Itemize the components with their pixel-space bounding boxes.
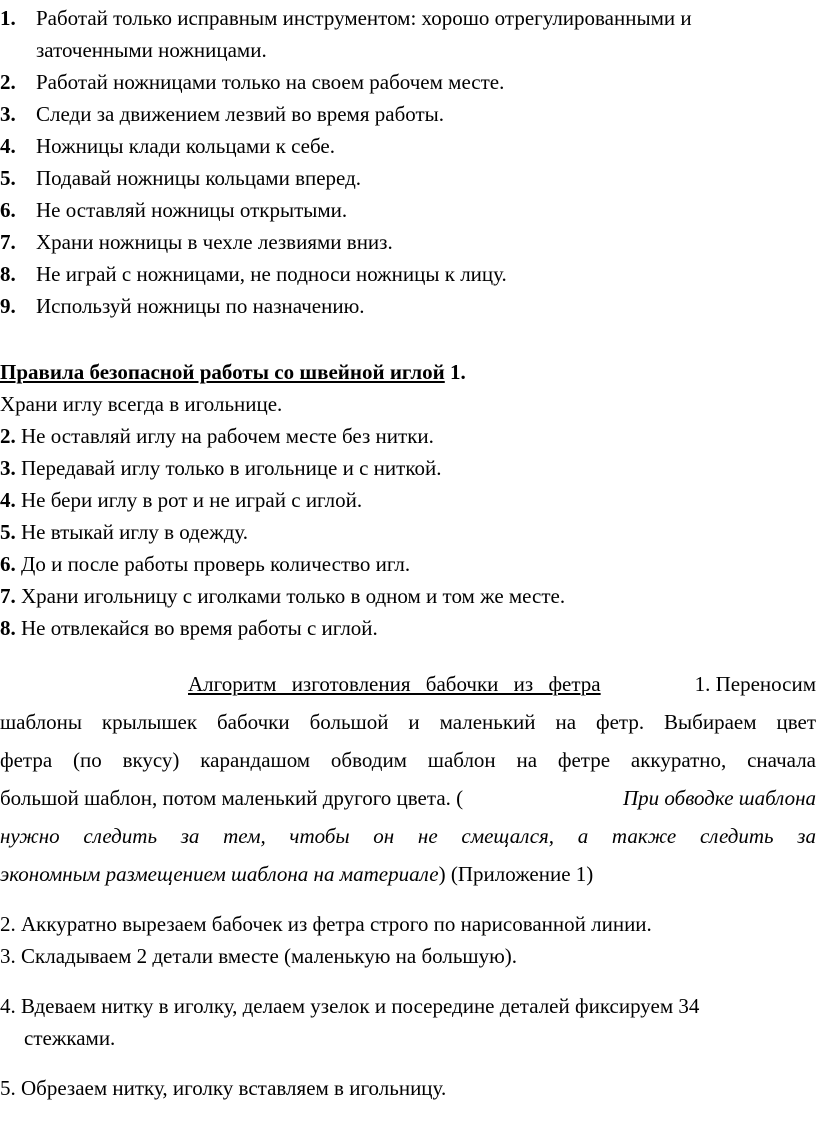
item-number: 1. [450, 360, 466, 384]
paragraph-line [0, 788, 816, 809]
section-heading-line [0, 362, 466, 383]
list-item [0, 618, 378, 639]
item-text: Не отвлекайся во время работы с иглой. [21, 616, 378, 640]
item-text: Не оставляй ножницы открытыми. [36, 198, 348, 222]
list-item-continuation: заточенными ножницами. [36, 38, 267, 62]
step1-lead: 1. Переносим [694, 672, 816, 696]
paragraph-line [0, 864, 593, 885]
list-item [0, 490, 362, 511]
item-number: 4. [0, 134, 16, 158]
item-text: Следи за движением лезвий во время работы. [36, 102, 445, 126]
item-number: 9. [0, 294, 16, 318]
item-number: 5. [0, 166, 16, 190]
italic-note: экономным размещением шаблона на материале [0, 862, 439, 886]
list-item [0, 264, 507, 285]
item-number: 7. [0, 584, 16, 608]
list-item [0, 522, 248, 543]
item-text: Не оставляй иглу на рабочем месте без нитки. [21, 424, 434, 448]
item-number: 4. [0, 488, 16, 512]
italic-note: нужно следить за тем, чтобы он не смещался, а также следить за [0, 824, 816, 848]
item-number: 6. [0, 198, 16, 222]
list-item [0, 296, 365, 317]
appendix-ref: ) (Приложение 1) [438, 862, 594, 886]
item-text: Работай только исправным инструментом: хорошо отрегулированными и [36, 6, 692, 30]
item-number: 5. [0, 520, 16, 544]
list-item [0, 426, 434, 447]
paragraph-line: фетра (по вкусу) карандашом обводим шаблон на фетре аккуратно, сначала [0, 748, 816, 772]
item-text: Работай ножницами только на своем рабочем месте. [36, 70, 505, 94]
item-text: Не втыкай иглу в одежду. [21, 520, 249, 544]
item-number: 8. [0, 616, 16, 640]
step-item-continuation: стежками. [24, 1026, 116, 1050]
item-text: Используй ножницы по назначению. [36, 294, 365, 318]
item-text: Храни игольницу с иголками только в одном и том же месте. [21, 584, 566, 608]
list-item [0, 232, 393, 253]
item-text: Ножницы клади кольцами к себе. [36, 134, 335, 158]
italic-note: При обводке шаблона [623, 786, 816, 810]
list-item [0, 168, 361, 189]
item-number: 3. [0, 456, 16, 480]
list-item [0, 458, 441, 479]
item-text: Подавай ножницы кольцами вперед. [36, 166, 362, 190]
list-item [0, 104, 444, 125]
list-item [0, 200, 347, 221]
item-text: Храни ножницы в чехле лезвиями вниз. [36, 230, 393, 254]
list-item [0, 8, 692, 29]
list-item [0, 72, 504, 93]
item-number: 8. [0, 262, 16, 286]
item-number: 1. [0, 6, 16, 30]
list-item [0, 586, 565, 607]
item-number: 2. [0, 424, 16, 448]
step-item: 2. Аккуратно вырезаем бабочек из фетра строго по нарисованной линии. [0, 912, 652, 936]
item-number: 3. [0, 102, 16, 126]
item-text: До и после работы проверь количество игл. [21, 552, 411, 576]
item-text: Не играй с ножницами, не подноси ножницы к лицу. [36, 262, 507, 286]
algorithm-heading-line [188, 674, 816, 695]
paragraph-text: большой шаблон, потом маленький другого цвета. ( [0, 786, 464, 810]
step-item: 5. Обрезаем нитку, иголку вставляем в игольницу. [0, 1076, 447, 1100]
item-number: 7. [0, 230, 16, 254]
list-item-text: Храни иглу всегда в игольнице. [0, 392, 283, 416]
item-text: Передавай иглу только в игольнице и с ниткой. [21, 456, 442, 480]
step-item: 3. Складываем 2 детали вместе (маленькую на большую). [0, 944, 518, 968]
paragraph-line: шаблоны крылышек бабочки большой и маленький на фетр. Выбираем цвет [0, 710, 816, 734]
section-heading: Правила безопасной работы со швейной иглой [0, 360, 445, 384]
algorithm-heading: Алгоритм изготовления бабочки из фетра [188, 672, 601, 696]
item-number: 6. [0, 552, 16, 576]
step-item: 4. Вдеваем нитку в иголку, делаем узелок и посередине деталей фиксируем 34 [0, 994, 700, 1018]
item-text: Не бери иглу в рот и не играй с иглой. [21, 488, 363, 512]
list-item [0, 136, 335, 157]
item-number: 2. [0, 70, 16, 94]
list-item [0, 554, 410, 575]
